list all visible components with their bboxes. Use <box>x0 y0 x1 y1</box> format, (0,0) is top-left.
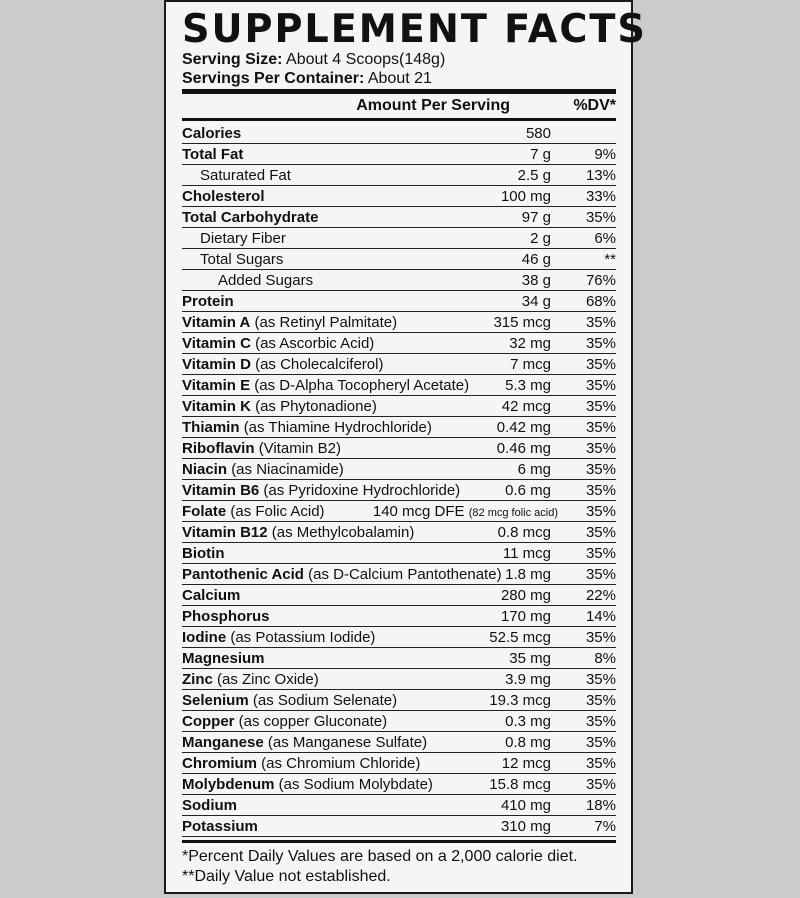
nutrient-amount-value: 46 g <box>521 251 551 268</box>
nutrient-description: Total Sugars <box>200 251 284 268</box>
nutrient-bold-name: Magnesium <box>182 650 265 667</box>
nutrient-daily-value: 35% <box>585 377 616 394</box>
nutrient-description: (as Cholecalciferol) <box>255 356 384 373</box>
header-divider <box>182 118 616 121</box>
nutrient-name <box>182 585 240 606</box>
nutrient-amount <box>505 669 551 690</box>
nutrient-amount-value: 19.3 mcg <box>489 692 551 709</box>
nutrient-bold-name: Vitamin B6 <box>182 482 260 499</box>
nutrient-bold-name: Vitamin D <box>182 356 251 373</box>
nutrient-bold-name: Calories <box>182 125 242 142</box>
nutrient-description: (as Chromium Chloride) <box>261 755 421 772</box>
nutrient-amount <box>505 711 551 732</box>
nutrient-bold-name: Riboflavin <box>182 440 255 457</box>
nutrient-amount-value: 3.9 mg <box>505 671 551 688</box>
nutrient-amount-value: 7 g <box>530 146 551 163</box>
nutrient-name <box>182 123 241 144</box>
nutrient-daily-value: 35% <box>585 356 616 373</box>
nutrient-daily-value: 33% <box>585 188 616 205</box>
nutrient-name <box>182 438 341 459</box>
nutrient-amount <box>530 144 551 165</box>
nutrient-name <box>182 732 427 753</box>
nutrient-amount-value: 12 mcg <box>501 755 551 772</box>
serving-size-label: Serving Size: <box>182 51 283 68</box>
nutrient-daily-value: 7% <box>594 818 616 835</box>
nutrient-name <box>182 144 243 165</box>
nutrient-amount-value: 580 <box>525 125 551 142</box>
nutrient-description: (as Phytonadione) <box>255 398 377 415</box>
nutrient-amount <box>501 606 551 627</box>
nutrient-row <box>182 795 616 816</box>
nutrient-amount <box>509 333 551 354</box>
nutrient-amount <box>502 396 551 417</box>
nutrient-name <box>182 480 460 501</box>
nutrient-name <box>182 207 318 228</box>
servings-per-container-value: About 21 <box>367 70 432 87</box>
nutrient-bold-name: Biotin <box>182 545 225 562</box>
nutrient-amount <box>502 753 551 774</box>
nutrient-daily-value: 35% <box>585 629 616 646</box>
nutrient-amount-value: 0.42 mg <box>496 419 551 436</box>
nutrient-description: Added Sugars <box>218 272 314 289</box>
nutrient-amount <box>522 249 551 270</box>
nutrient-description: (as Pyridoxine Hydrochloride) <box>263 482 461 499</box>
nutrient-daily-value: 35% <box>585 335 616 352</box>
nutrient-bold-name: Vitamin E <box>182 377 251 394</box>
nutrient-daily-value: 9% <box>594 146 616 163</box>
nutrient-row <box>182 627 616 648</box>
nutrient-amount <box>518 459 551 480</box>
nutrient-description: (as Thiamine Hydrochloride) <box>243 419 432 436</box>
nutrient-daily-value: 13% <box>585 167 616 184</box>
nutrient-daily-value: 35% <box>585 545 616 562</box>
nutrient-amount <box>493 312 551 333</box>
nutrient-name <box>182 333 374 354</box>
nutrient-description: (as Retinyl Palmitate) <box>254 314 398 331</box>
label-title: SUPPLEMENT FACTS <box>182 7 647 52</box>
nutrient-name <box>182 711 387 732</box>
nutrient-amount-value: 310 mg <box>500 818 551 835</box>
nutrient-amount <box>518 165 551 186</box>
nutrient-bold-name: Niacin <box>182 461 228 478</box>
nutrient-row <box>182 291 616 312</box>
nutrient-daily-value: 35% <box>585 209 616 226</box>
nutrient-daily-value: 35% <box>585 755 616 772</box>
nutrient-row <box>182 543 616 564</box>
nutrient-amount-value: 2.5 g <box>517 167 551 184</box>
nutrient-amount-value: 140 mcg DFE <box>372 503 465 520</box>
nutrient-amount-value: 38 g <box>521 272 551 289</box>
nutrient-amount-value: 52.5 mcg <box>489 629 551 646</box>
nutrient-amount-value: 11 mcg <box>502 545 551 562</box>
nutrient-name <box>182 795 237 816</box>
nutrient-name <box>182 375 469 396</box>
nutrient-amount-value: 2 g <box>530 230 551 247</box>
nutrient-row <box>182 816 616 837</box>
nutrient-description: (as Niacinamide) <box>231 461 344 478</box>
nutrient-row <box>182 459 616 480</box>
nutrient-name <box>182 354 383 375</box>
supplement-facts-panel <box>164 0 647 894</box>
nutrient-daily-value: 35% <box>585 776 616 793</box>
nutrient-daily-value: 35% <box>585 692 616 709</box>
nutrient-row <box>182 123 616 144</box>
nutrient-bold-name: Pantothenic Acid <box>182 566 304 583</box>
nutrient-amount <box>489 627 551 648</box>
nutrient-row <box>182 711 616 732</box>
nutrient-name <box>182 459 344 480</box>
nutrient-bold-name: Iodine <box>182 629 227 646</box>
nutrient-row <box>182 606 616 627</box>
nutrient-row <box>182 396 616 417</box>
nutrient-amount <box>505 732 551 753</box>
nutrient-row <box>182 144 616 165</box>
nutrient-daily-value: 68% <box>585 293 616 310</box>
nutrient-amount-value: 0.8 mcg <box>497 524 551 541</box>
nutrient-row <box>182 207 616 228</box>
nutrient-amount-value: 100 mg <box>500 188 551 205</box>
nutrient-description: (as D-Calcium Pantothenate) <box>308 566 502 583</box>
nutrient-name <box>182 669 319 690</box>
nutrient-row <box>182 732 616 753</box>
nutrient-amount <box>497 438 551 459</box>
nutrient-row <box>182 375 616 396</box>
nutrient-row <box>182 774 616 795</box>
nutrient-name <box>182 606 270 627</box>
nutrient-bold-name: Sodium <box>182 797 237 814</box>
column-header <box>182 94 616 118</box>
nutrient-daily-value: 35% <box>585 398 616 415</box>
nutrient-bold-name: Selenium <box>182 692 249 709</box>
servings-per-container-label: Servings Per Container: <box>182 70 365 87</box>
nutrient-name <box>200 249 283 270</box>
nutrient-name <box>182 312 397 333</box>
nutrient-amount <box>509 648 551 669</box>
nutrient-bold-name: Vitamin K <box>182 398 251 415</box>
nutrient-bold-name: Chromium <box>182 755 257 772</box>
nutrient-name <box>200 165 291 186</box>
nutrient-row <box>182 564 616 585</box>
nutrient-amount-value: 0.8 mg <box>505 734 551 751</box>
nutrient-name <box>182 186 265 207</box>
nutrient-bold-name: Folate <box>182 503 227 520</box>
bottom-divider <box>182 840 616 843</box>
nutrient-bold-name: Vitamin C <box>182 335 251 352</box>
nutrient-daily-value: 35% <box>585 440 616 457</box>
nutrient-row <box>182 417 616 438</box>
nutrient-daily-value: 35% <box>585 503 616 520</box>
nutrient-amount <box>498 522 551 543</box>
nutrient-name <box>182 774 433 795</box>
nutrient-amount <box>510 354 551 375</box>
nutrient-amount-value: 410 mg <box>500 797 551 814</box>
nutrient-amount-value: 280 mg <box>500 587 551 604</box>
nutrient-description: (as Manganese Sulfate) <box>267 734 428 751</box>
nutrient-amount-note: (82 mcg folic acid) <box>468 507 558 519</box>
nutrient-daily-value: 14% <box>585 608 616 625</box>
nutrient-bold-name: Calcium <box>182 587 241 604</box>
nutrient-row <box>182 228 616 249</box>
nutrient-row <box>182 249 616 270</box>
nutrient-amount <box>497 417 551 438</box>
nutrient-daily-value: 22% <box>585 587 616 604</box>
nutrient-amount-value: 6 mg <box>517 461 551 478</box>
nutrient-daily-value: 35% <box>585 671 616 688</box>
nutrient-table <box>182 123 616 837</box>
nutrient-amount <box>373 501 558 524</box>
nutrient-name <box>218 270 313 291</box>
nutrient-description: (as Zinc Oxide) <box>217 671 319 688</box>
nutrient-amount <box>501 795 551 816</box>
nutrient-row <box>182 333 616 354</box>
nutrient-bold-name: Vitamin B12 <box>182 524 268 541</box>
nutrient-amount-value: 0.46 mg <box>496 440 551 457</box>
nutrient-amount <box>503 543 551 564</box>
nutrient-bold-name: Zinc <box>182 671 213 688</box>
nutrient-bold-name: Total Carbohydrate <box>182 209 319 226</box>
nutrient-name <box>182 816 258 837</box>
nutrient-amount-value: 0.6 mg <box>505 482 551 499</box>
nutrient-amount-value: 0.3 mg <box>505 713 551 730</box>
nutrient-name <box>182 396 377 417</box>
nutrient-amount-value: 15.8 mcg <box>489 776 551 793</box>
nutrient-amount-value: 32 mg <box>509 335 551 352</box>
nutrient-amount <box>505 564 551 585</box>
nutrient-amount-value: 35 mg <box>509 650 551 667</box>
serving-size-value: About 4 Scoops(148g) <box>286 51 446 68</box>
nutrient-row <box>182 585 616 606</box>
nutrient-amount <box>522 270 551 291</box>
nutrient-row <box>182 438 616 459</box>
nutrient-daily-value: 35% <box>585 461 616 478</box>
nutrient-row <box>182 165 616 186</box>
dv-footnote: *Percent Daily Values are based on a 2,000 calorie diet. <box>182 848 578 865</box>
nutrient-row <box>182 501 616 522</box>
nutrient-amount <box>522 207 551 228</box>
nutrient-bold-name: Manganese <box>182 734 264 751</box>
nutrient-amount-value: 5.3 mg <box>505 377 551 394</box>
nutrient-row <box>182 354 616 375</box>
nutrient-daily-value: 18% <box>585 797 616 814</box>
nutrient-description: Saturated Fat <box>200 167 291 184</box>
not-established-footnote: **Daily Value not established. <box>182 868 391 885</box>
nutrient-description: (as Sodium Selenate) <box>252 692 398 709</box>
nutrient-daily-value: 35% <box>585 713 616 730</box>
nutrient-daily-value: 35% <box>585 524 616 541</box>
nutrient-description: (as Folic Acid) <box>230 503 325 520</box>
nutrient-amount-value: 7 mcg <box>510 356 551 373</box>
servings-per-container-line <box>182 69 432 89</box>
nutrient-description: (Vitamin B2) <box>258 440 341 457</box>
nutrient-description: (as Ascorbic Acid) <box>255 335 375 352</box>
nutrient-row <box>182 312 616 333</box>
nutrient-amount <box>489 774 551 795</box>
nutrient-amount <box>522 291 551 312</box>
nutrient-amount <box>505 375 551 396</box>
nutrient-name <box>182 543 225 564</box>
nutrient-bold-name: Protein <box>182 293 234 310</box>
nutrient-daily-value: ** <box>604 251 616 268</box>
nutrient-amount-value: 97 g <box>521 209 551 226</box>
nutrient-amount-value: 42 mcg <box>501 398 551 415</box>
nutrient-row <box>182 522 616 543</box>
nutrient-amount-value: 1.8 mg <box>505 566 551 583</box>
nutrient-amount-value: 315 mcg <box>493 314 551 331</box>
nutrient-daily-value: 35% <box>585 314 616 331</box>
nutrient-name <box>182 648 265 669</box>
nutrient-amount <box>501 816 551 837</box>
nutrient-daily-value: 35% <box>585 566 616 583</box>
nutrient-amount-value: 170 mg <box>500 608 551 625</box>
nutrient-bold-name: Thiamin <box>182 419 240 436</box>
nutrient-daily-value: 35% <box>585 482 616 499</box>
nutrient-amount <box>526 123 551 144</box>
nutrient-row <box>182 270 616 291</box>
nutrient-name <box>182 690 397 711</box>
nutrient-amount <box>501 585 551 606</box>
nutrient-description: (as Sodium Molybdate) <box>278 776 433 793</box>
nutrient-amount <box>505 480 551 501</box>
serving-size-line <box>182 50 445 70</box>
nutrient-daily-value: 6% <box>594 230 616 247</box>
nutrient-daily-value: 76% <box>585 272 616 289</box>
nutrient-bold-name: Molybdenum <box>182 776 275 793</box>
nutrient-bold-name: Total Fat <box>182 146 244 163</box>
daily-value-header: %DV* <box>573 97 616 114</box>
nutrient-row <box>182 648 616 669</box>
nutrient-daily-value: 8% <box>594 650 616 667</box>
nutrient-row <box>182 690 616 711</box>
nutrient-row <box>182 186 616 207</box>
nutrient-amount <box>530 228 551 249</box>
nutrient-bold-name: Vitamin A <box>182 314 251 331</box>
nutrient-bold-name: Phosphorus <box>182 608 270 625</box>
nutrient-name <box>182 753 420 774</box>
nutrient-bold-name: Copper <box>182 713 235 730</box>
nutrient-amount <box>501 186 551 207</box>
nutrient-name <box>182 522 414 543</box>
nutrient-amount <box>489 690 551 711</box>
amount-per-serving-header: Amount Per Serving <box>356 97 510 114</box>
nutrient-bold-name: Cholesterol <box>182 188 265 205</box>
nutrient-description: (as Methylcobalamin) <box>271 524 415 541</box>
nutrient-name <box>200 228 286 249</box>
nutrient-description: (as D-Alpha Tocopheryl Acetate) <box>254 377 470 394</box>
nutrient-name <box>182 564 502 585</box>
nutrient-description: (as copper Gluconate) <box>238 713 388 730</box>
nutrient-row <box>182 669 616 690</box>
nutrient-description: Dietary Fiber <box>200 230 286 247</box>
nutrient-daily-value: 35% <box>585 419 616 436</box>
nutrient-name <box>182 501 325 522</box>
nutrient-bold-name: Potassium <box>182 818 258 835</box>
nutrient-row <box>182 753 616 774</box>
nutrient-name <box>182 417 432 438</box>
nutrient-name <box>182 291 234 312</box>
nutrient-description: (as Potassium Iodide) <box>230 629 376 646</box>
nutrient-name <box>182 627 375 648</box>
nutrient-amount-value: 34 g <box>521 293 551 310</box>
nutrient-daily-value: 35% <box>585 734 616 751</box>
nutrient-row <box>182 480 616 501</box>
